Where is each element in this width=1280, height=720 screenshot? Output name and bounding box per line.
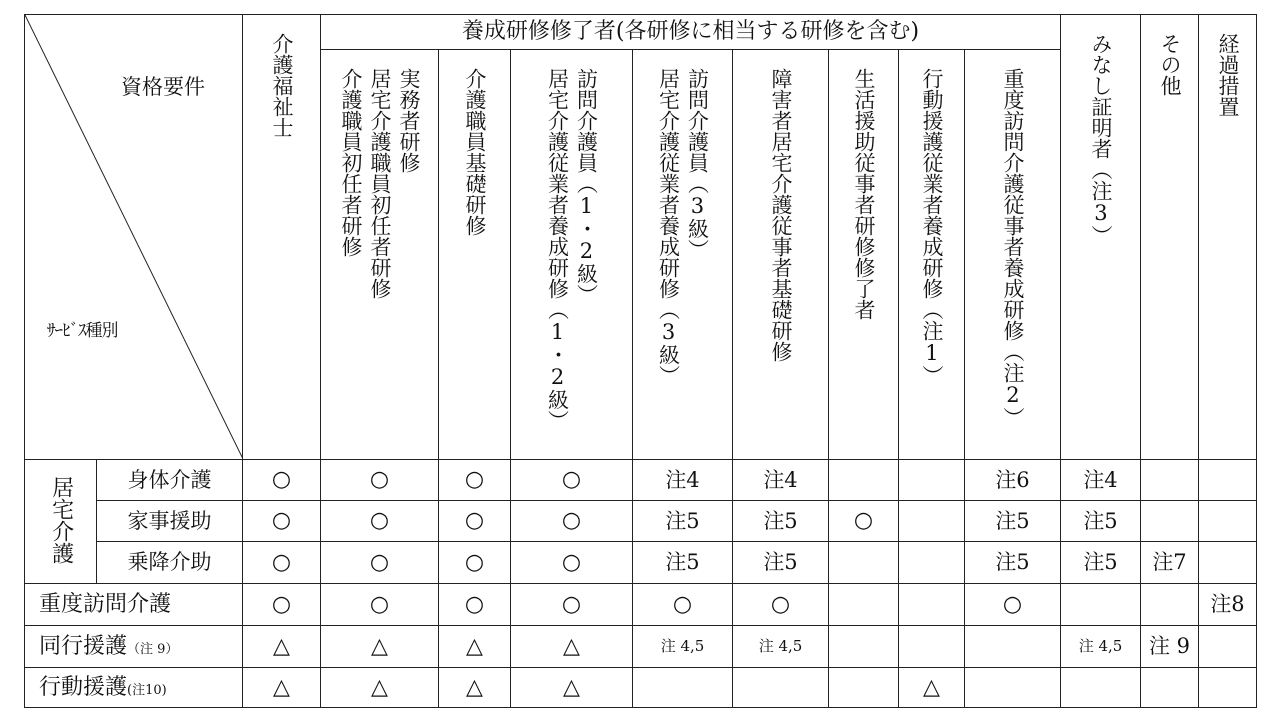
row-label-note: (注10) — [127, 682, 167, 698]
corner-header-cell — [25, 15, 243, 460]
service-type-label: ｻｰﾋﾞｽ種別 — [47, 321, 118, 341]
table-row — [25, 501, 1257, 542]
cell: ○ — [511, 501, 633, 542]
cell: ○ — [511, 460, 633, 501]
row-label: 身体介護 — [97, 460, 243, 501]
col-header-4: 訪問介護員（3級） 居宅介護従業者養成研修（3級） — [633, 50, 733, 460]
cell: ○ — [243, 584, 321, 626]
cell — [829, 460, 899, 501]
cell: 注6 — [965, 460, 1061, 501]
cell — [1199, 626, 1257, 668]
col-header-10: その他 — [1141, 15, 1199, 460]
col-header-9: みなし証明者（注3） — [1061, 15, 1141, 460]
col-header-5: 障害者居宅介護従事者基礎研修 — [733, 50, 829, 460]
cell — [1141, 460, 1199, 501]
cell — [1199, 501, 1257, 542]
cell — [829, 626, 899, 668]
cell: 注5 — [1061, 542, 1141, 584]
cell: 注5 — [965, 501, 1061, 542]
cell: △ — [899, 668, 965, 708]
qualification-table — [24, 14, 1257, 708]
cell: ○ — [439, 584, 511, 626]
cell: 注5 — [733, 542, 829, 584]
row-label: 同行援護（注 9） — [25, 626, 243, 668]
cell — [1061, 584, 1141, 626]
col-header-2: 介護職員基礎研修 — [439, 50, 511, 460]
cell: ○ — [243, 501, 321, 542]
cell — [1141, 584, 1199, 626]
cell — [733, 668, 829, 708]
cell: 注 4,5 — [733, 626, 829, 668]
cell — [965, 668, 1061, 708]
cell: 注5 — [633, 501, 733, 542]
cell: ○ — [321, 501, 439, 542]
cell — [899, 584, 965, 626]
cell — [1199, 542, 1257, 584]
cell — [1141, 668, 1199, 708]
table-row — [25, 542, 1257, 584]
row-label: 行動援護(注10) — [25, 668, 243, 708]
cell: △ — [439, 626, 511, 668]
cell: ○ — [733, 584, 829, 626]
cell — [1061, 668, 1141, 708]
cell — [1199, 460, 1257, 501]
cell: ○ — [511, 542, 633, 584]
cell: △ — [511, 626, 633, 668]
table-row — [25, 668, 1257, 708]
row-label-note: （注 9） — [127, 641, 179, 657]
cell: 注4 — [1061, 460, 1141, 501]
cell: ○ — [439, 542, 511, 584]
cell — [1199, 668, 1257, 708]
cell: △ — [243, 668, 321, 708]
table-row — [25, 460, 1257, 501]
category-kyotaku-kaigo: 居宅介護 — [25, 460, 97, 584]
cell — [829, 542, 899, 584]
cell: 注8 — [1199, 584, 1257, 626]
cell: ○ — [321, 584, 439, 626]
cell: 注 4,5 — [633, 626, 733, 668]
cell — [829, 584, 899, 626]
row-label: 乗降介助 — [97, 542, 243, 584]
cell: 注4 — [633, 460, 733, 501]
cell: 注 9 — [1141, 626, 1199, 668]
cell: ○ — [829, 501, 899, 542]
cell: 注4 — [733, 460, 829, 501]
cell: ○ — [511, 584, 633, 626]
cell: ○ — [321, 542, 439, 584]
cell — [899, 542, 965, 584]
training-group-header: 養成研修修了者(各研修に相当する研修を含む) — [321, 15, 1061, 50]
col-header-6: 生活援助従事者研修修了者 — [829, 50, 899, 460]
cell: ○ — [243, 460, 321, 501]
col-header-1: 実務者研修 居宅介護職員初任者研修 介護職員初任者研修 — [321, 50, 439, 460]
qualification-requirements-label: 資格要件 — [121, 75, 205, 99]
table-row — [25, 584, 1257, 626]
cell: △ — [321, 626, 439, 668]
cell: ○ — [243, 542, 321, 584]
cell: 注7 — [1141, 542, 1199, 584]
cell — [965, 626, 1061, 668]
cell: ○ — [321, 460, 439, 501]
cell: ○ — [439, 501, 511, 542]
cell: △ — [243, 626, 321, 668]
cell: ○ — [633, 584, 733, 626]
cell — [829, 668, 899, 708]
cell: 注5 — [965, 542, 1061, 584]
cell — [1141, 501, 1199, 542]
cell: 注5 — [633, 542, 733, 584]
cell — [633, 668, 733, 708]
cell: △ — [439, 668, 511, 708]
row-label: 家事援助 — [97, 501, 243, 542]
table-row — [25, 626, 1257, 668]
col-header-8: 重度訪問介護従事者養成研修（注2） — [965, 50, 1061, 460]
cell: 注5 — [1061, 501, 1141, 542]
col-header-7: 行動援護従業者養成研修（注1） — [899, 50, 965, 460]
row-label: 重度訪問介護 — [25, 584, 243, 626]
cell — [899, 501, 965, 542]
cell — [899, 626, 965, 668]
cell: ○ — [439, 460, 511, 501]
cell: 注 4,5 — [1061, 626, 1141, 668]
cell: △ — [511, 668, 633, 708]
col-header-3: 訪問介護員（1・2級） 居宅介護従業者養成研修（1・2級） — [511, 50, 633, 460]
cell: 注5 — [733, 501, 829, 542]
col-header-0: 介護福祉士 — [243, 15, 321, 460]
cell: △ — [321, 668, 439, 708]
cell — [899, 460, 965, 501]
col-header-11: 経過措置 — [1199, 15, 1257, 460]
cell: ○ — [965, 584, 1061, 626]
